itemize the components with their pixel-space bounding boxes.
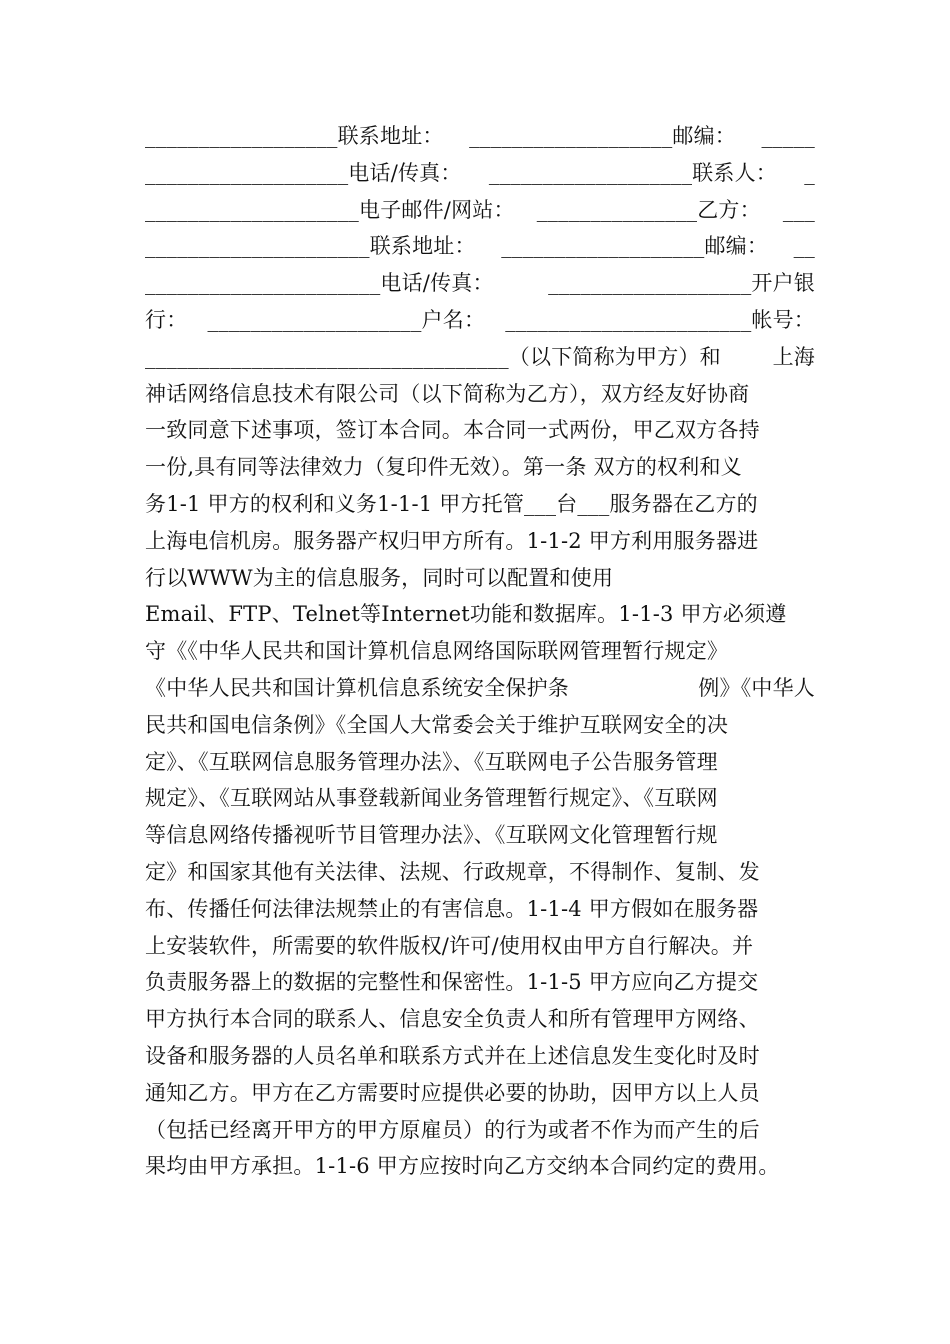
text-line bbox=[145, 449, 815, 486]
text-line bbox=[145, 780, 815, 817]
text-line bbox=[145, 1038, 815, 1075]
text-line bbox=[145, 1001, 815, 1038]
text-segment: 一份,具有同等法律效力（复印件无效）。第一条 双方的权利和义 bbox=[145, 455, 742, 480]
text-segment: 行以WWW为主的信息服务，同时可以配置和使用 bbox=[145, 565, 614, 590]
text-segment: ____________________电子邮件/网站： bbox=[145, 197, 515, 222]
contract-text bbox=[145, 118, 815, 1185]
text-line bbox=[145, 1075, 815, 1112]
text-segment: 上海 bbox=[772, 344, 815, 369]
text-line bbox=[145, 817, 815, 854]
text-segment: ___________________邮编： bbox=[469, 124, 736, 148]
text-segment: 负责服务器上的数据的完整性和保密性。1-1-5 甲方应向乙方提交 bbox=[145, 970, 759, 995]
text-line bbox=[145, 1112, 815, 1149]
text-line bbox=[145, 339, 815, 376]
text-segment: 例》《中华人 bbox=[698, 675, 815, 700]
text-line bbox=[145, 596, 815, 633]
text-segment: _____ bbox=[761, 124, 815, 148]
text-line bbox=[145, 228, 815, 265]
text-line bbox=[145, 1148, 815, 1185]
text-segment: 守《《中华人民共和国计算机信息网络国际联网管理暂行规定》 bbox=[145, 639, 729, 664]
text-segment: 行： bbox=[145, 307, 188, 332]
text-line bbox=[145, 670, 815, 707]
text-segment: ___________________开户银 bbox=[548, 271, 815, 296]
text-segment: __________________联系地址： bbox=[145, 124, 444, 148]
text-line bbox=[145, 560, 815, 597]
text-segment: 一致同意下述事项，签订本合同。本合同一式两份，甲乙双方各持 bbox=[145, 418, 760, 443]
text-line bbox=[145, 744, 815, 781]
text-segment: 设备和服务器的人员名单和联系方式并在上述信息发生变化时及时 bbox=[145, 1043, 760, 1068]
text-line bbox=[145, 891, 815, 928]
text-segment: __ bbox=[793, 234, 815, 259]
text-line bbox=[145, 302, 815, 339]
text-line bbox=[145, 265, 815, 302]
text-segment: ___________________联系人： bbox=[488, 160, 777, 185]
text-segment: 上安装软件，所需要的软件版权/许可/使用权由甲方自行解决。并 bbox=[145, 933, 754, 958]
text-segment: ___ bbox=[782, 197, 815, 222]
text-segment: 布、传播任何法律法规禁止的有害信息。1-1-4 甲方假如在服务器 bbox=[145, 896, 759, 921]
text-line bbox=[145, 707, 815, 744]
text-segment: _______________________帐号： bbox=[505, 307, 815, 332]
text-line bbox=[145, 412, 815, 449]
text-segment: （包括已经离开甲方的甲方原雇员）的行为或者不作为而产生的后 bbox=[145, 1117, 760, 1142]
text-segment: __________________________________（以下简称为甲方）和 bbox=[145, 344, 721, 369]
text-line bbox=[145, 523, 815, 560]
text-segment: 《中华人民共和国计算机信息系统安全保护条 bbox=[145, 675, 569, 700]
text-segment: ___________________邮编： bbox=[501, 234, 769, 259]
text-line bbox=[145, 155, 815, 192]
text-segment: ____________________户名： bbox=[207, 307, 486, 332]
text-segment: 果均由甲方承担。1-1-6 甲方应按时向乙方交纳本合同约定的费用。 bbox=[145, 1154, 780, 1179]
text-segment: 定》、《互联网信息服务管理办法》、《互联网电子公告服务管理 bbox=[145, 749, 718, 774]
text-line bbox=[145, 928, 815, 965]
text-segment: _ bbox=[804, 160, 815, 185]
text-segment: Email、FTP、Telnet等Internet功能和数据库。1-1-3 甲方必须遵 bbox=[145, 602, 787, 627]
text-segment: ___________________电话/传真： bbox=[145, 160, 462, 185]
text-segment: _____________________联系地址： bbox=[145, 234, 476, 259]
text-line bbox=[145, 854, 815, 891]
text-segment: 定》和国家其他有关法律、法规、行政规章，不得制作、复制、发 bbox=[145, 859, 760, 884]
text-line bbox=[145, 192, 815, 229]
text-segment: ______________________电话/传真： bbox=[145, 271, 494, 296]
text-line bbox=[145, 486, 815, 523]
text-segment: 务1-1 甲方的权利和义务1-1-1 甲方托管___台___服务器在乙方的 bbox=[145, 491, 758, 516]
text-segment: 规定》、《互联网站从事登载新闻业务管理暂行规定》、《互联网 bbox=[145, 786, 718, 811]
text-line bbox=[145, 118, 815, 155]
text-segment: _______________乙方： bbox=[536, 197, 761, 222]
text-segment: 通知乙方。甲方在乙方需要时应提供必要的协助，因甲方以上人员 bbox=[145, 1080, 760, 1105]
text-line bbox=[145, 964, 815, 1001]
text-line bbox=[145, 376, 815, 413]
text-segment: 民共和国电信条例》《全国人大常委会关于维护互联网安全的决 bbox=[145, 712, 729, 737]
text-segment: 上海电信机房。服务器产权归甲方所有。1-1-2 甲方利用服务器进 bbox=[145, 528, 759, 553]
text-segment: 神话网络信息技术有限公司（以下简称为乙方），双方经友好协商 bbox=[145, 381, 750, 406]
text-segment: 甲方执行本合同的联系人、信息安全负责人和所有管理甲方网络、 bbox=[145, 1007, 760, 1032]
text-segment: 等信息网络传播视听节目管理办法》、《互联网文化管理暂行规 bbox=[145, 823, 718, 848]
text-line bbox=[145, 633, 815, 670]
